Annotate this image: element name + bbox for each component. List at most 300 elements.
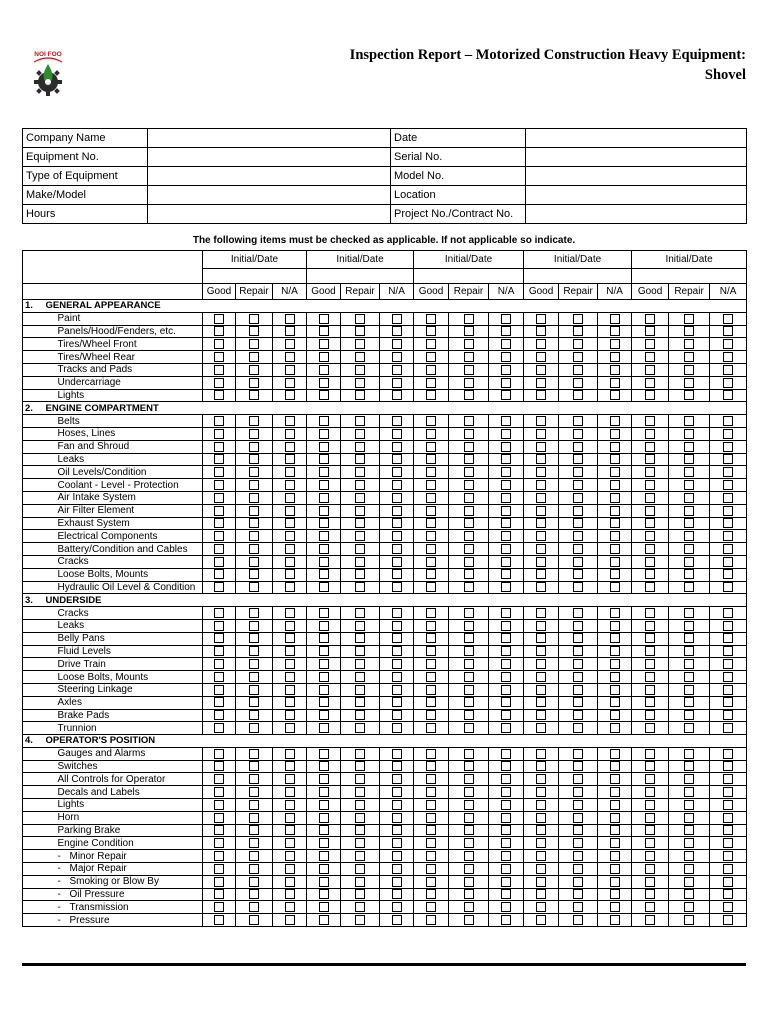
checkbox[interactable]: [684, 326, 694, 336]
checkbox[interactable]: [610, 365, 620, 375]
checkbox[interactable]: [355, 915, 365, 925]
checkbox[interactable]: [464, 621, 474, 631]
checkbox[interactable]: [285, 621, 295, 631]
checkbox[interactable]: [610, 378, 620, 388]
checkbox[interactable]: [610, 621, 620, 631]
checkbox[interactable]: [464, 659, 474, 669]
checkbox[interactable]: [684, 813, 694, 823]
checkbox[interactable]: [355, 697, 365, 707]
checkbox[interactable]: [573, 761, 583, 771]
checkbox[interactable]: [355, 544, 365, 554]
checkbox[interactable]: [392, 774, 402, 784]
checkbox[interactable]: [536, 314, 546, 324]
checkbox[interactable]: [464, 467, 474, 477]
checkbox[interactable]: [392, 531, 402, 541]
checkbox[interactable]: [464, 761, 474, 771]
checkbox[interactable]: [285, 339, 295, 349]
checkbox[interactable]: [610, 544, 620, 554]
checkbox[interactable]: [723, 339, 733, 349]
checkbox[interactable]: [285, 800, 295, 810]
checkbox[interactable]: [249, 685, 259, 695]
checkbox[interactable]: [573, 851, 583, 861]
checkbox[interactable]: [464, 339, 474, 349]
checkbox[interactable]: [214, 339, 224, 349]
checkbox[interactable]: [214, 557, 224, 567]
checkbox[interactable]: [610, 314, 620, 324]
checkbox[interactable]: [536, 352, 546, 362]
checkbox[interactable]: [214, 352, 224, 362]
checkbox[interactable]: [645, 352, 655, 362]
checkbox[interactable]: [319, 365, 329, 375]
checkbox[interactable]: [573, 544, 583, 554]
checkbox[interactable]: [501, 672, 511, 682]
checkbox[interactable]: [426, 851, 436, 861]
checkbox[interactable]: [723, 454, 733, 464]
checkbox[interactable]: [573, 877, 583, 887]
checkbox[interactable]: [249, 813, 259, 823]
checkbox[interactable]: [536, 390, 546, 400]
checkbox[interactable]: [249, 800, 259, 810]
checkbox[interactable]: [610, 761, 620, 771]
checkbox[interactable]: [684, 787, 694, 797]
checkbox[interactable]: [285, 697, 295, 707]
checkbox[interactable]: [610, 326, 620, 336]
checkbox[interactable]: [610, 569, 620, 579]
checkbox[interactable]: [319, 787, 329, 797]
checkbox[interactable]: [536, 697, 546, 707]
checkbox[interactable]: [464, 518, 474, 528]
checkbox[interactable]: [355, 633, 365, 643]
checkbox[interactable]: [355, 787, 365, 797]
checkbox[interactable]: [214, 646, 224, 656]
checkbox[interactable]: [355, 761, 365, 771]
checkbox[interactable]: [723, 390, 733, 400]
checkbox[interactable]: [684, 800, 694, 810]
checkbox[interactable]: [610, 851, 620, 861]
checkbox[interactable]: [536, 825, 546, 835]
checkbox[interactable]: [645, 889, 655, 899]
checkbox[interactable]: [501, 723, 511, 733]
checkbox[interactable]: [464, 723, 474, 733]
checkbox[interactable]: [684, 582, 694, 592]
checkbox[interactable]: [426, 838, 436, 848]
initial-date-field[interactable]: [307, 269, 414, 284]
checkbox[interactable]: [645, 621, 655, 631]
checkbox[interactable]: [319, 582, 329, 592]
checkbox[interactable]: [355, 864, 365, 874]
checkbox[interactable]: [319, 493, 329, 503]
checkbox[interactable]: [501, 557, 511, 567]
checkbox[interactable]: [249, 889, 259, 899]
checkbox[interactable]: [285, 416, 295, 426]
checkbox[interactable]: [355, 749, 365, 759]
checkbox[interactable]: [501, 378, 511, 388]
checkbox[interactable]: [426, 877, 436, 887]
checkbox[interactable]: [319, 531, 329, 541]
checkbox[interactable]: [392, 659, 402, 669]
checkbox[interactable]: [723, 877, 733, 887]
checkbox[interactable]: [464, 915, 474, 925]
checkbox[interactable]: [536, 902, 546, 912]
checkbox[interactable]: [645, 378, 655, 388]
checkbox[interactable]: [573, 864, 583, 874]
checkbox[interactable]: [610, 429, 620, 439]
checkbox[interactable]: [426, 761, 436, 771]
checkbox[interactable]: [355, 685, 365, 695]
checkbox[interactable]: [501, 531, 511, 541]
checkbox[interactable]: [464, 825, 474, 835]
checkbox[interactable]: [501, 800, 511, 810]
checkbox[interactable]: [426, 902, 436, 912]
checkbox[interactable]: [536, 569, 546, 579]
checkbox[interactable]: [536, 851, 546, 861]
checkbox[interactable]: [501, 518, 511, 528]
checkbox[interactable]: [285, 723, 295, 733]
checkbox[interactable]: [355, 326, 365, 336]
checkbox[interactable]: [501, 633, 511, 643]
checkbox[interactable]: [319, 902, 329, 912]
checkbox[interactable]: [573, 480, 583, 490]
checkbox[interactable]: [464, 851, 474, 861]
checkbox[interactable]: [392, 378, 402, 388]
checkbox[interactable]: [426, 314, 436, 324]
checkbox[interactable]: [610, 531, 620, 541]
checkbox[interactable]: [684, 352, 694, 362]
checkbox[interactable]: [214, 390, 224, 400]
checkbox[interactable]: [610, 454, 620, 464]
checkbox[interactable]: [684, 378, 694, 388]
checkbox[interactable]: [214, 723, 224, 733]
checkbox[interactable]: [536, 774, 546, 784]
info-value-field[interactable]: [148, 167, 391, 186]
checkbox[interactable]: [319, 723, 329, 733]
checkbox[interactable]: [536, 864, 546, 874]
checkbox[interactable]: [355, 429, 365, 439]
checkbox[interactable]: [684, 454, 694, 464]
checkbox[interactable]: [426, 480, 436, 490]
checkbox[interactable]: [645, 506, 655, 516]
checkbox[interactable]: [645, 467, 655, 477]
checkbox[interactable]: [249, 838, 259, 848]
checkbox[interactable]: [319, 877, 329, 887]
checkbox[interactable]: [319, 697, 329, 707]
checkbox[interactable]: [214, 314, 224, 324]
checkbox[interactable]: [249, 544, 259, 554]
checkbox[interactable]: [319, 800, 329, 810]
checkbox[interactable]: [573, 608, 583, 618]
checkbox[interactable]: [464, 646, 474, 656]
checkbox[interactable]: [464, 314, 474, 324]
checkbox[interactable]: [645, 442, 655, 452]
checkbox[interactable]: [355, 518, 365, 528]
checkbox[interactable]: [426, 518, 436, 528]
checkbox[interactable]: [464, 442, 474, 452]
checkbox[interactable]: [464, 378, 474, 388]
checkbox[interactable]: [426, 339, 436, 349]
checkbox[interactable]: [249, 326, 259, 336]
checkbox[interactable]: [723, 518, 733, 528]
checkbox[interactable]: [319, 429, 329, 439]
checkbox[interactable]: [536, 531, 546, 541]
checkbox[interactable]: [214, 672, 224, 682]
checkbox[interactable]: [464, 889, 474, 899]
checkbox[interactable]: [319, 672, 329, 682]
checkbox[interactable]: [464, 838, 474, 848]
checkbox[interactable]: [573, 378, 583, 388]
checkbox[interactable]: [610, 774, 620, 784]
checkbox[interactable]: [214, 493, 224, 503]
checkbox[interactable]: [684, 646, 694, 656]
checkbox[interactable]: [684, 557, 694, 567]
checkbox[interactable]: [355, 314, 365, 324]
checkbox[interactable]: [319, 659, 329, 669]
checkbox[interactable]: [355, 672, 365, 682]
checkbox[interactable]: [573, 723, 583, 733]
checkbox[interactable]: [214, 378, 224, 388]
checkbox[interactable]: [249, 723, 259, 733]
checkbox[interactable]: [501, 352, 511, 362]
checkbox[interactable]: [319, 339, 329, 349]
checkbox[interactable]: [285, 813, 295, 823]
checkbox[interactable]: [684, 851, 694, 861]
checkbox[interactable]: [319, 506, 329, 516]
checkbox[interactable]: [501, 915, 511, 925]
checkbox[interactable]: [723, 787, 733, 797]
checkbox[interactable]: [645, 902, 655, 912]
checkbox[interactable]: [501, 851, 511, 861]
checkbox[interactable]: [573, 774, 583, 784]
checkbox[interactable]: [684, 429, 694, 439]
checkbox[interactable]: [684, 710, 694, 720]
checkbox[interactable]: [285, 851, 295, 861]
checkbox[interactable]: [723, 314, 733, 324]
checkbox[interactable]: [536, 749, 546, 759]
checkbox[interactable]: [501, 429, 511, 439]
checkbox[interactable]: [573, 672, 583, 682]
checkbox[interactable]: [392, 518, 402, 528]
checkbox[interactable]: [426, 685, 436, 695]
checkbox[interactable]: [610, 506, 620, 516]
checkbox[interactable]: [723, 889, 733, 899]
checkbox[interactable]: [573, 557, 583, 567]
checkbox[interactable]: [355, 813, 365, 823]
checkbox[interactable]: [501, 902, 511, 912]
checkbox[interactable]: [610, 518, 620, 528]
checkbox[interactable]: [536, 365, 546, 375]
checkbox[interactable]: [285, 646, 295, 656]
checkbox[interactable]: [392, 314, 402, 324]
checkbox[interactable]: [285, 864, 295, 874]
checkbox[interactable]: [426, 915, 436, 925]
checkbox[interactable]: [319, 378, 329, 388]
checkbox[interactable]: [645, 608, 655, 618]
checkbox[interactable]: [285, 557, 295, 567]
checkbox[interactable]: [392, 902, 402, 912]
checkbox[interactable]: [214, 813, 224, 823]
checkbox[interactable]: [426, 864, 436, 874]
checkbox[interactable]: [573, 787, 583, 797]
checkbox[interactable]: [319, 467, 329, 477]
checkbox[interactable]: [355, 454, 365, 464]
checkbox[interactable]: [723, 621, 733, 631]
checkbox[interactable]: [355, 390, 365, 400]
checkbox[interactable]: [249, 774, 259, 784]
checkbox[interactable]: [355, 825, 365, 835]
checkbox[interactable]: [464, 326, 474, 336]
checkbox[interactable]: [426, 582, 436, 592]
checkbox[interactable]: [536, 787, 546, 797]
checkbox[interactable]: [214, 454, 224, 464]
checkbox[interactable]: [645, 429, 655, 439]
checkbox[interactable]: [285, 787, 295, 797]
checkbox[interactable]: [426, 672, 436, 682]
checkbox[interactable]: [723, 710, 733, 720]
checkbox[interactable]: [214, 442, 224, 452]
checkbox[interactable]: [645, 544, 655, 554]
info-value-field[interactable]: [526, 186, 747, 205]
checkbox[interactable]: [723, 672, 733, 682]
checkbox[interactable]: [501, 787, 511, 797]
checkbox[interactable]: [464, 749, 474, 759]
checkbox[interactable]: [501, 838, 511, 848]
checkbox[interactable]: [723, 774, 733, 784]
checkbox[interactable]: [249, 352, 259, 362]
checkbox[interactable]: [645, 825, 655, 835]
checkbox[interactable]: [426, 467, 436, 477]
checkbox[interactable]: [285, 352, 295, 362]
checkbox[interactable]: [610, 864, 620, 874]
checkbox[interactable]: [684, 838, 694, 848]
checkbox[interactable]: [645, 672, 655, 682]
checkbox[interactable]: [684, 314, 694, 324]
checkbox[interactable]: [501, 314, 511, 324]
checkbox[interactable]: [501, 467, 511, 477]
checkbox[interactable]: [285, 633, 295, 643]
checkbox[interactable]: [573, 659, 583, 669]
checkbox[interactable]: [285, 378, 295, 388]
checkbox[interactable]: [645, 813, 655, 823]
checkbox[interactable]: [285, 365, 295, 375]
checkbox[interactable]: [723, 442, 733, 452]
checkbox[interactable]: [610, 915, 620, 925]
checkbox[interactable]: [464, 902, 474, 912]
checkbox[interactable]: [645, 365, 655, 375]
checkbox[interactable]: [214, 365, 224, 375]
checkbox[interactable]: [684, 902, 694, 912]
checkbox[interactable]: [249, 531, 259, 541]
checkbox[interactable]: [285, 825, 295, 835]
checkbox[interactable]: [610, 697, 620, 707]
checkbox[interactable]: [392, 467, 402, 477]
checkbox[interactable]: [355, 531, 365, 541]
checkbox[interactable]: [573, 442, 583, 452]
checkbox[interactable]: [684, 531, 694, 541]
checkbox[interactable]: [464, 608, 474, 618]
checkbox[interactable]: [684, 825, 694, 835]
checkbox[interactable]: [249, 864, 259, 874]
checkbox[interactable]: [426, 646, 436, 656]
checkbox[interactable]: [249, 710, 259, 720]
checkbox[interactable]: [610, 749, 620, 759]
checkbox[interactable]: [426, 710, 436, 720]
checkbox[interactable]: [392, 825, 402, 835]
checkbox[interactable]: [249, 518, 259, 528]
checkbox[interactable]: [426, 352, 436, 362]
checkbox[interactable]: [355, 800, 365, 810]
checkbox[interactable]: [355, 416, 365, 426]
checkbox[interactable]: [426, 633, 436, 643]
checkbox[interactable]: [573, 416, 583, 426]
checkbox[interactable]: [426, 429, 436, 439]
checkbox[interactable]: [249, 633, 259, 643]
checkbox[interactable]: [645, 851, 655, 861]
checkbox[interactable]: [610, 672, 620, 682]
checkbox[interactable]: [319, 480, 329, 490]
checkbox[interactable]: [645, 518, 655, 528]
checkbox[interactable]: [214, 825, 224, 835]
checkbox[interactable]: [536, 557, 546, 567]
checkbox[interactable]: [645, 877, 655, 887]
checkbox[interactable]: [536, 838, 546, 848]
checkbox[interactable]: [610, 467, 620, 477]
checkbox[interactable]: [464, 493, 474, 503]
checkbox[interactable]: [214, 659, 224, 669]
checkbox[interactable]: [573, 697, 583, 707]
checkbox[interactable]: [426, 378, 436, 388]
checkbox[interactable]: [501, 390, 511, 400]
checkbox[interactable]: [501, 582, 511, 592]
checkbox[interactable]: [214, 518, 224, 528]
checkbox[interactable]: [645, 697, 655, 707]
checkbox[interactable]: [214, 838, 224, 848]
checkbox[interactable]: [249, 429, 259, 439]
checkbox[interactable]: [355, 506, 365, 516]
checkbox[interactable]: [249, 621, 259, 631]
checkbox[interactable]: [684, 672, 694, 682]
checkbox[interactable]: [355, 569, 365, 579]
checkbox[interactable]: [285, 659, 295, 669]
checkbox[interactable]: [684, 889, 694, 899]
checkbox[interactable]: [355, 621, 365, 631]
checkbox[interactable]: [610, 416, 620, 426]
checkbox[interactable]: [464, 480, 474, 490]
checkbox[interactable]: [214, 787, 224, 797]
checkbox[interactable]: [249, 506, 259, 516]
checkbox[interactable]: [645, 685, 655, 695]
checkbox[interactable]: [610, 633, 620, 643]
checkbox[interactable]: [319, 633, 329, 643]
checkbox[interactable]: [355, 889, 365, 899]
checkbox[interactable]: [392, 877, 402, 887]
checkbox[interactable]: [285, 685, 295, 695]
checkbox[interactable]: [319, 454, 329, 464]
checkbox[interactable]: [464, 416, 474, 426]
checkbox[interactable]: [573, 646, 583, 656]
checkbox[interactable]: [723, 915, 733, 925]
checkbox[interactable]: [214, 902, 224, 912]
checkbox[interactable]: [536, 761, 546, 771]
checkbox[interactable]: [249, 493, 259, 503]
checkbox[interactable]: [723, 493, 733, 503]
checkbox[interactable]: [249, 416, 259, 426]
checkbox[interactable]: [501, 544, 511, 554]
checkbox[interactable]: [285, 531, 295, 541]
checkbox[interactable]: [723, 851, 733, 861]
checkbox[interactable]: [355, 838, 365, 848]
checkbox[interactable]: [684, 685, 694, 695]
checkbox[interactable]: [684, 761, 694, 771]
checkbox[interactable]: [285, 314, 295, 324]
